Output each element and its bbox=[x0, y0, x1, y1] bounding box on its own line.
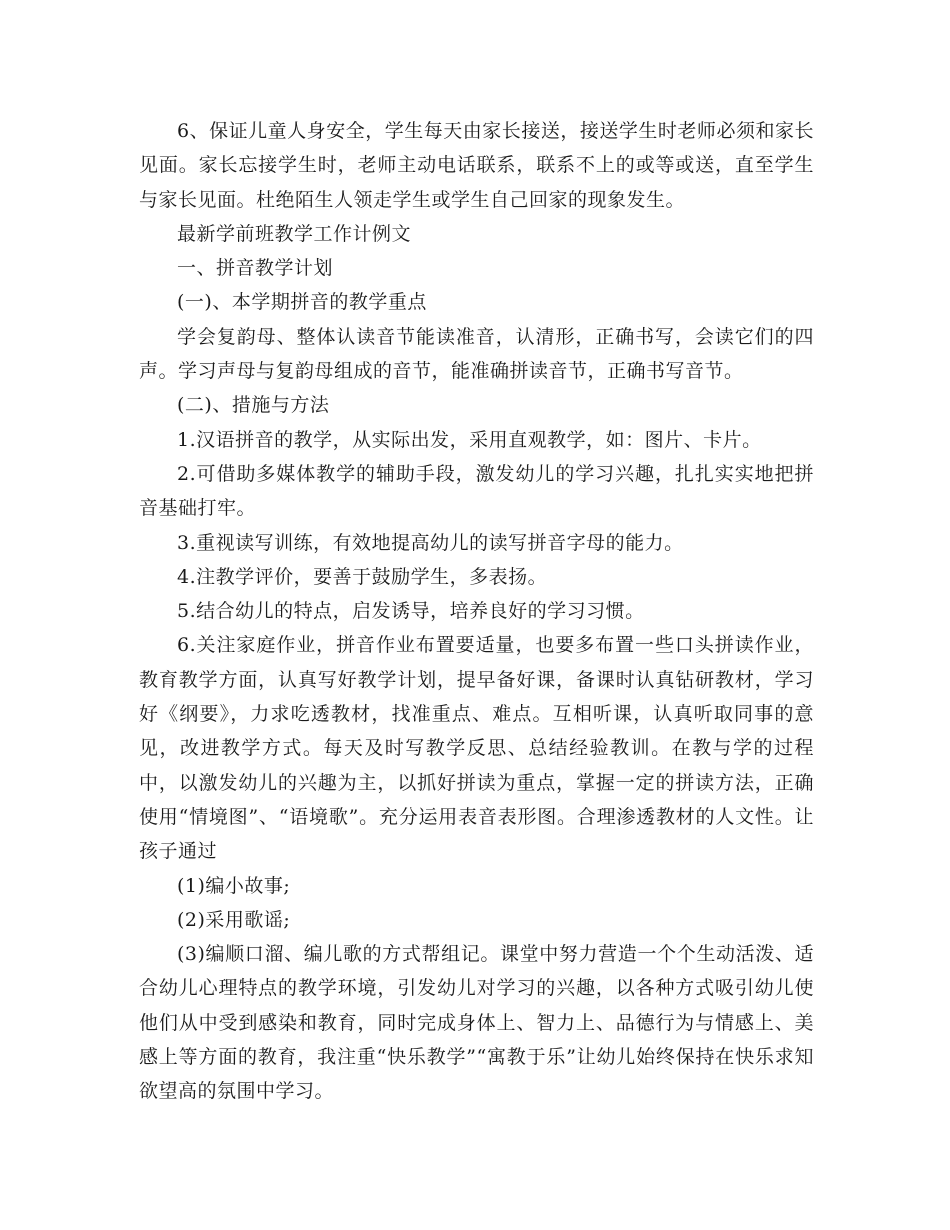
paragraph-heading-pinyin-plan: 一、拼音教学计划 bbox=[177, 257, 334, 280]
paragraph-method-1: 1.汉语拼音的教学，从实际出发，采用直观教学，如：图片、卡片。 bbox=[177, 428, 762, 451]
paragraph-section-title: 最新学前班教学工作计例文 bbox=[177, 222, 412, 245]
paragraph-method-4: 4.注教学评价，要善于鼓励学生，多表扬。 bbox=[177, 565, 548, 588]
paragraph-safety-rule: 6、保证儿童人身安全，学生每天由家长接送，接送学生时老师必须和家长见面。家长忘接学生时，老师主动电话联系，联系不上的或等或送，直至学生与家长见面。杜绝陌生人领走学生或学生自己回家的现象发生。 bbox=[139, 120, 814, 211]
paragraph-method-6: 6.关注家庭作业，拼音作业布置要适量，也要多布置一些口头拼读作业，教育教学方面，认真写好教学计划，提早备好课，备课时认真钻研教材，学习好《纲要》，力求吃透教材，找准重点、难点。互相听课，认真听取同事的意见，改进教学方式。每天及时写教学反思、总结经验教训。在教与学的过程中，以激发幼儿的兴趣为主，以抓好拼读为重点，掌握一定的拼读方法，正确使用“情境图”、“语境歌”。充分运用表音表形图。合理渗透教材的人文性。让孩子通过 bbox=[139, 634, 814, 863]
paragraph-key-points-body: 学会复韵母、整体认读音节能读准音，认清形，正确书写，会读它们的四声。学习声母与复韵母组成的音节，能准确拼读音节，正确书写音节。 bbox=[139, 325, 814, 383]
paragraph-subheading-methods: (二)、措施与方法 bbox=[177, 394, 330, 417]
paragraph-list-item-1: (1)编小故事; bbox=[177, 874, 291, 897]
paragraph-list-item-2: (2)采用歌谣; bbox=[177, 908, 291, 931]
paragraph-method-3: 3.重视读写训练，有效地提高幼儿的读写拼音字母的能力。 bbox=[177, 531, 684, 554]
paragraph-method-5: 5.结合幼儿的特点，启发诱导，培养良好的学习习惯。 bbox=[177, 600, 645, 623]
document-body bbox=[139, 114, 814, 1109]
paragraph-method-2: 2.可借助多媒体教学的辅助手段，激发幼儿的学习兴趣，扎扎实实地把拼音基础打牢。 bbox=[139, 462, 814, 520]
paragraph-subheading-key-points: (一)、本学期拼音的教学重点 bbox=[177, 291, 427, 314]
paragraph-list-item-3: (3)编顺口溜、编儿歌的方式帮组记。课堂中努力营造一个个生动活泼、适合幼儿心理特点的教学环境，引发幼儿对学习的兴趣，以各种方式吸引幼儿使他们从中受到感染和教育，同时完成身体上、智力上、品德行为与情感上、美感上等方面的教育，我注重“快乐教学”“寓教于乐”让幼儿始终保持在快乐求知欲望高的氛围中学习。 bbox=[139, 943, 814, 1103]
